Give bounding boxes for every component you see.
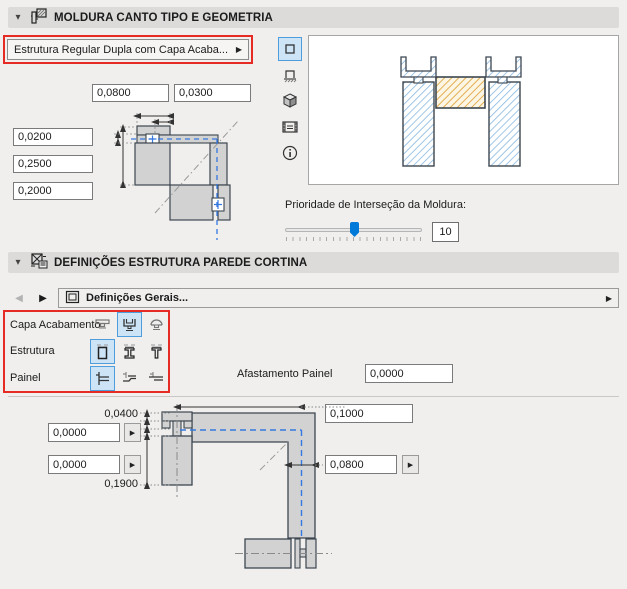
section-header-definicoes[interactable] — [8, 252, 619, 273]
collapse-arrow-icon[interactable]: ▾ — [15, 257, 21, 268]
frame-dim-a-value: 0,0200 — [18, 131, 52, 143]
nav-back-button[interactable] — [8, 288, 30, 308]
width-value: 0,1000 — [330, 407, 364, 420]
frame-width-field[interactable] — [92, 84, 169, 102]
cap-flat-button[interactable] — [90, 312, 115, 337]
frame-dim-c-field[interactable] — [13, 182, 93, 200]
priority-value-field[interactable] — [432, 222, 459, 242]
structure-rect-button[interactable] — [90, 339, 115, 364]
panel-offset-field[interactable] — [365, 364, 453, 383]
offset2-value: 0,0000 — [53, 458, 87, 471]
nav-back-icon: ◀ — [15, 292, 23, 304]
panel-offset-button[interactable] — [117, 366, 142, 391]
cw-settings-icon — [30, 253, 48, 272]
section-header-moldura[interactable] — [8, 7, 619, 28]
frame-type-dropdown[interactable] — [7, 39, 249, 60]
corner-frame-icon — [30, 8, 48, 27]
frame-thickness-field[interactable] — [174, 84, 251, 102]
section-title: MOLDURA CANTO TIPO E GEOMETRIA — [54, 11, 273, 24]
cap-row-label: Capa Acabamento — [10, 319, 101, 331]
frame-dim-c-value: 0,2000 — [18, 185, 52, 197]
structure-tprofile-button[interactable] — [144, 339, 169, 364]
separator — [8, 396, 619, 397]
panel-offset-label: Afastamento Painel — [237, 368, 333, 380]
info-button[interactable] — [278, 141, 302, 165]
elevation-view-button[interactable] — [278, 63, 302, 87]
frame-dim-b-value: 0,2500 — [18, 158, 52, 170]
dropdown-arrow-icon: ▶ — [235, 45, 242, 54]
panel-center-button[interactable] — [90, 366, 115, 391]
panel-offset-value: 0,0000 — [370, 367, 404, 380]
frame-dim-b-field[interactable] — [13, 155, 93, 173]
frame-page-icon — [65, 290, 80, 307]
frame-preview-panel — [308, 35, 619, 185]
settings-page-dropdown[interactable] — [58, 288, 619, 308]
cap-channel-button[interactable] — [117, 312, 142, 337]
flyout-arrow-icon: ▶ — [129, 461, 136, 469]
nav-forward-icon: ▶ — [39, 292, 47, 304]
settings-page-label: Definições Gerais... — [86, 292, 189, 304]
frame-dim-a-field[interactable] — [13, 128, 93, 146]
nav-forward-button[interactable] — [32, 288, 54, 308]
dropdown-arrow-icon: ▶ — [605, 293, 612, 303]
depth-flyout-button[interactable] — [402, 455, 419, 474]
frame-width-value: 0,0800 — [97, 87, 131, 99]
preview-view-toolbar — [278, 37, 302, 165]
offset2-flyout-button[interactable] — [124, 455, 141, 474]
priority-label: Prioridade de Interseção da Moldura: — [285, 199, 466, 211]
panel-row-label: Painel — [10, 372, 41, 384]
flyout-arrow-icon: ▶ — [407, 461, 414, 469]
offset1-value: 0,0000 — [53, 426, 87, 439]
frame-thickness-value: 0,0300 — [179, 87, 213, 99]
frame-cross-section-drawing — [309, 36, 618, 184]
priority-slider-thumb[interactable] — [350, 222, 359, 237]
cap-round-button[interactable] — [144, 312, 169, 337]
flyout-arrow-icon: ▶ — [129, 429, 136, 437]
priority-value: 10 — [439, 226, 452, 238]
depth-value: 0,0800 — [330, 458, 364, 471]
offset2-field[interactable] — [48, 455, 120, 474]
film-view-button[interactable] — [278, 115, 302, 139]
curtain-wall-corner-diagram — [140, 400, 365, 589]
panel-flush-button[interactable] — [144, 366, 169, 391]
3d-view-button[interactable] — [278, 89, 302, 113]
total-depth-dim-label: 0,1900 — [104, 478, 138, 490]
cap-depth-dim-label: 0,0400 — [104, 408, 138, 420]
collapse-arrow-icon[interactable]: ▾ — [15, 12, 21, 23]
frame-type-dropdown-label: Estrutura Regular Dupla com Capa Acaba... — [14, 43, 229, 56]
offset1-flyout-button[interactable] — [124, 423, 141, 442]
corner-geometry-diagram — [100, 105, 265, 245]
priority-slider-ticks — [286, 237, 422, 241]
structure-row-label: Estrutura — [10, 345, 55, 357]
structure-ibeam-button[interactable] — [117, 339, 142, 364]
offset1-field[interactable] — [48, 423, 120, 442]
symbol-view-button[interactable] — [278, 37, 302, 61]
section-title: DEFINIÇÕES ESTRUTURA PAREDE CORTINA — [54, 256, 308, 269]
